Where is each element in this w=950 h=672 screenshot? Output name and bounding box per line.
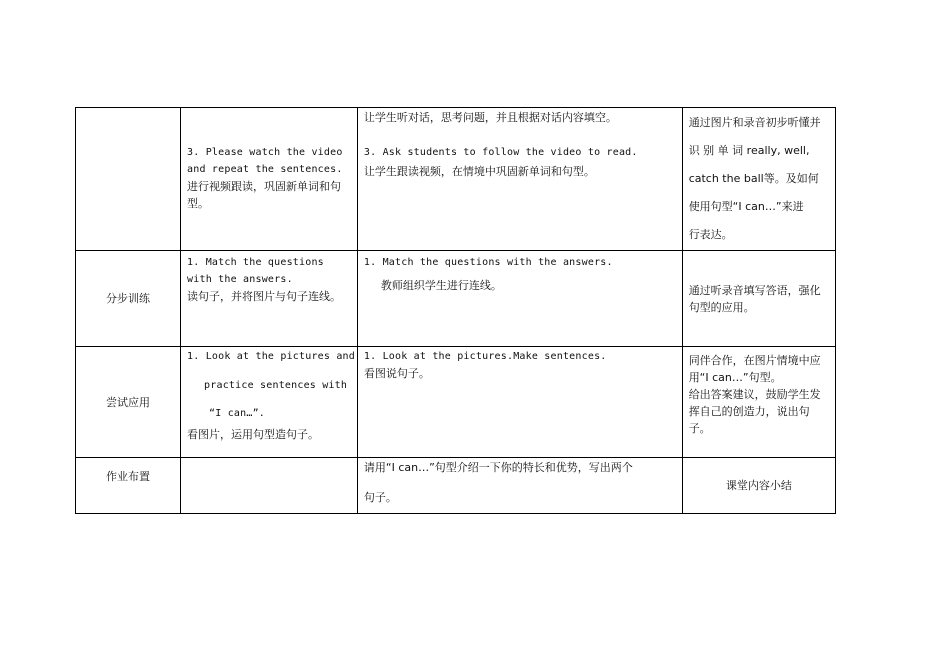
activity-text-3: “I can…”. — [209, 408, 266, 419]
intent-text-2: 给出答案建议，鼓励学生发挥自己的创造力，说出句子。 — [688, 388, 821, 435]
teacher-text-1: 1. Match the questions with the answers. — [363, 257, 613, 268]
activity-zh-text: 读句子，并将图片与句子连线。 — [187, 290, 342, 303]
activity-zh-text: 进行视频跟读，巩固新单词和句型。 — [187, 180, 342, 210]
activity-cell — [181, 458, 358, 514]
intent-cell — [682, 251, 835, 347]
teacher-text-1: 请用“I can…”句型介绍一下你的特长和优势，写出两个 — [363, 461, 633, 474]
activity-cell — [181, 108, 358, 251]
teacher-text-2: 看图说句子。 — [363, 367, 430, 380]
intent-text-3: catch the ball等。及如何 — [688, 172, 819, 185]
teacher-text-2: 句子。 — [363, 491, 397, 504]
activity-cell — [181, 347, 358, 458]
teacher-cell — [357, 458, 682, 514]
intent-cell: 课堂内容小结 — [682, 458, 835, 514]
intent-cell — [682, 347, 835, 458]
stage-cell: 作业布置 — [76, 458, 181, 514]
stage-cell: 分步训练 — [76, 251, 181, 347]
intent-text-5: 行表达。 — [688, 228, 733, 241]
activity-en-text: 3. Please watch the video and repeat the sentences. — [187, 147, 343, 175]
intent-text: 通过听录音填写答语，强化句型的应用。 — [688, 283, 821, 314]
table-row — [76, 251, 836, 347]
activity-text-1: 1. Look at the pictures and — [187, 351, 356, 362]
intent-text-4: 使用句型“I can…”来进 — [688, 200, 804, 213]
table-row — [76, 108, 836, 251]
teacher-text-1: 让学生听对话，思考问题，并且根据对话内容填空。 — [363, 111, 617, 124]
stage-cell: 尝试应用 — [76, 347, 181, 458]
activity-cell — [181, 251, 358, 347]
table-row — [76, 347, 836, 458]
teacher-text-2: 3. Ask students to follow the video to read. — [363, 147, 638, 158]
stage-cell — [76, 108, 181, 251]
teacher-text-2: 教师组织学生进行连线。 — [380, 279, 502, 292]
table-row — [76, 458, 836, 514]
intent-text-1: 通过图片和录音初步听懂并 — [688, 116, 821, 129]
teacher-cell — [357, 251, 682, 347]
activity-text-2: practice sentences with — [204, 380, 348, 391]
activity-en-text: 1. Match the questions with the answers. — [187, 257, 324, 285]
intent-text-2: 识 别 单 词 really, well, — [688, 144, 810, 157]
teacher-cell — [357, 347, 682, 458]
intent-cell — [682, 108, 835, 251]
teacher-text-1: 1. Look at the pictures.Make sentences. — [363, 351, 607, 362]
teacher-text-3: 让学生跟读视频，在情境中巩固新单词和句型。 — [363, 165, 595, 178]
lesson-plan-table — [75, 107, 836, 514]
intent-text-1: 同伴合作，在图片情境中应用“I can…”句型。 — [688, 354, 821, 384]
activity-zh-text: 看图片，运用句型造句子。 — [187, 428, 320, 441]
teacher-cell — [357, 108, 682, 251]
